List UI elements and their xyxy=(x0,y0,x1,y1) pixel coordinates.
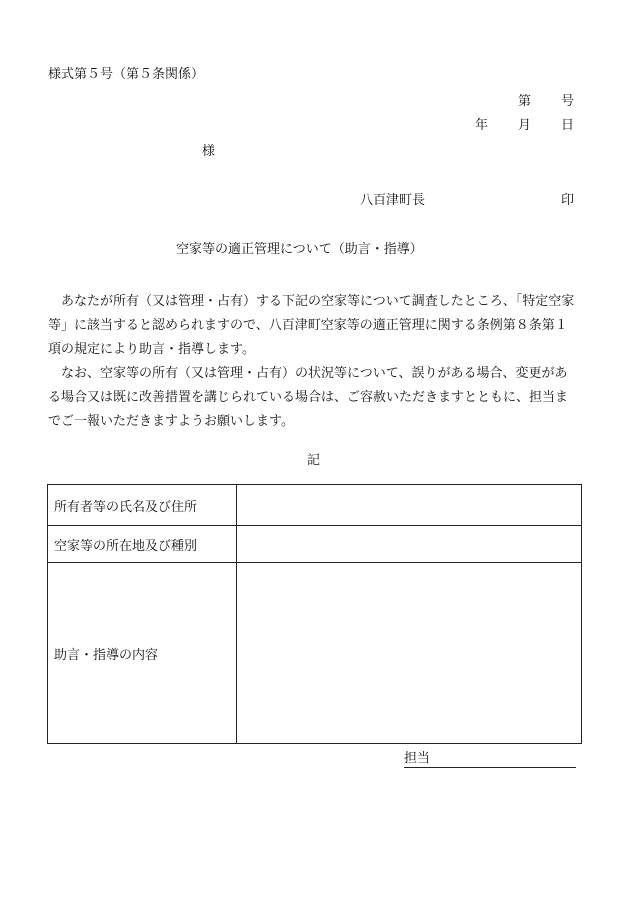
property-location-type-label: 空家等の所在地及び種別 xyxy=(48,526,237,563)
document-number-suffix: 号 xyxy=(560,94,574,109)
guidance-content-label: 助言・指導の内容 xyxy=(48,563,237,744)
form-identifier: 様式第５号（第５条関係） xyxy=(48,67,205,82)
ki-heading: 記 xyxy=(307,453,321,468)
date-day: 日 xyxy=(560,118,574,133)
body-paragraph: なお、空家等の所有（又は管理・占有）の状況等について、誤りがある場合、変更がある場合又は既に改善措置を講じられている場合は、ご容赦いただきますとともに、担当までご一報いただきますようお願いします。 xyxy=(48,366,569,429)
table-row xyxy=(48,485,582,526)
details-table xyxy=(47,484,582,744)
document-number-prefix: 第 xyxy=(517,94,531,109)
table-row xyxy=(48,526,582,563)
contact-label: 担当 xyxy=(404,751,431,766)
document-subject: 空家等の適正管理について（助言・指導） xyxy=(176,242,423,257)
seal-mark: 印 xyxy=(560,193,574,208)
body-text xyxy=(48,290,578,434)
body-paragraph: あなたが所有（又は管理・占有）する下記の空家等について調査したところ、「特定空家等」に該当すると認められますので、八百津町空家等の適正管理に関する条例第８条第１項の規定により助言・指導します。 xyxy=(48,294,575,357)
date-year: 年 xyxy=(474,118,488,133)
date-month: 月 xyxy=(517,118,531,133)
sender-name: 八百津町長 xyxy=(360,193,426,208)
table-row xyxy=(48,563,582,744)
issue-date xyxy=(475,119,574,132)
guidance-content-value[interactable] xyxy=(237,563,582,744)
owner-name-address-label: 所有者等の氏名及び住所 xyxy=(48,485,237,526)
addressee: 様 xyxy=(202,144,216,159)
contact-underline xyxy=(404,767,576,768)
property-location-type-value[interactable] xyxy=(237,526,582,563)
owner-name-address-value[interactable] xyxy=(237,485,582,526)
document-number xyxy=(518,95,574,108)
